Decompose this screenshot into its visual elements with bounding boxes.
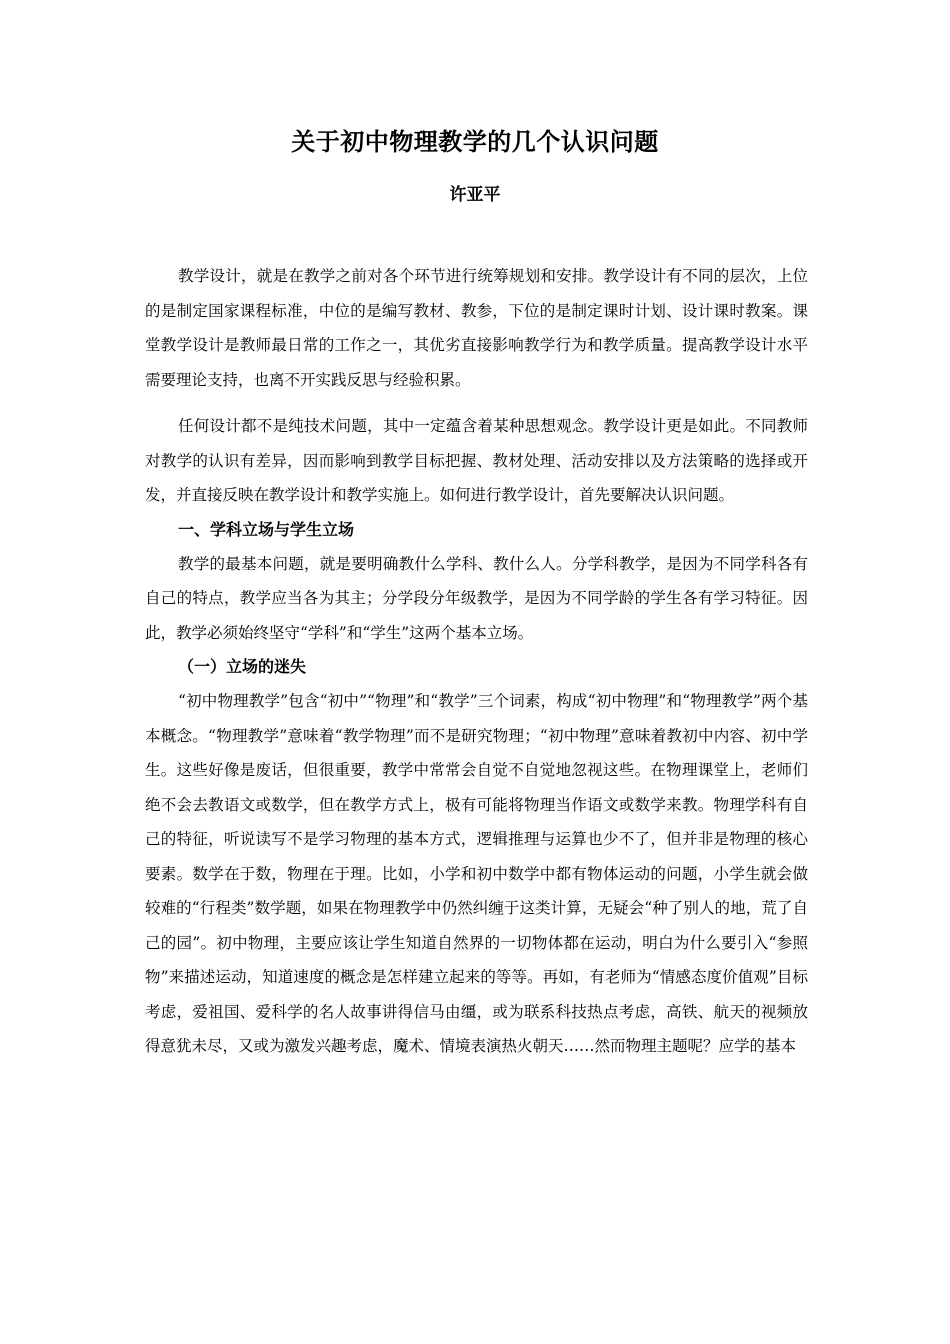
subsection-paragraph: “初中物理教学”包含“初中”“物理”和“教学”三个词素，构成“初中物理”和“物理教学”两个基本概念。“物理教学”意味着“教学物理”而不是研究物理；“初中物理”意味着教初中内容、初中学生。这些好像是废话，但很重要，教学中常常会自觉不自觉地忽视这些。在物理课堂上，老师们绝不会去教语文或数学，但在教学方式上，极有可能将物理当作语文或数学来教。物理学科有自己的特征，听说读写不是学习物理的基本方式，逻辑推理与运算也少不了，但并非是物理的核心要素。数学在于数，物理在于理。比如，小学和初中数学中都有物体运动的问题，小学生就会做较难的“行程类”数学题，如果在物理教学中仍然纠缠于这类计算，无疑会“种了别人的地，荒了自己的园”。初中物理，主要应该让学生知道自然界的一切物体都在运动，明白为什么要引入“参照物”来描述运动，知道速度的概念是怎样建立起来的等等。再如，有老师为“情感态度价值观”目标考虑，爱祖国、爱科学的名人故事讲得信马由缰，或为联系科技热点考虑，高铁、航天的视频放得意犹未尽，又或为激发兴趣考虑，魔术、情境表演热火朝天……然而物理主题呢？应学的基本 xyxy=(145,692,808,1055)
subsection-heading: （一）立场的迷失 xyxy=(178,657,307,676)
document-title: 关于初中物理教学的几个认识问题 xyxy=(291,128,659,156)
document-author: 许亚平 xyxy=(449,185,501,205)
section-heading: 一、学科立场与学生立场 xyxy=(178,519,355,539)
document-body xyxy=(145,259,808,1064)
section-paragraph: 教学的最基本问题，就是要明确教什么学科、教什么人。分学科教学，是因为不同学科各有自己的特点，教学应当各为其主；分学段分年级教学，是因为不同学龄的学生各有学习特征。因此，教学必须始终坚守“学科”和“学生”这两个基本立场。 xyxy=(145,554,808,642)
intro-paragraph-2: 任何设计都不是纯技术问题，其中一定蕴含着某种思想观念。教学设计更是如此。不同教师对教学的认识有差异，因而影响到教学目标把握、教材处理、活动安排以及方法策略的选择或开发，并直接反映在教学设计和教学实施上。如何进行教学设计，首先要解决认识问题。 xyxy=(145,417,808,504)
intro-paragraph-1: 教学设计，就是在教学之前对各个环节进行统筹规划和安排。教学设计有不同的层次，上位的是制定国家课程标准，中位的是编写教材、教参，下位的是制定课时计划、设计课时教案。课堂教学设计是教师最日常的工作之一，其优劣直接影响教学行为和教学质量。提高教学设计水平需要理论支持，也离不开实践反思与经验积累。 xyxy=(145,267,808,389)
